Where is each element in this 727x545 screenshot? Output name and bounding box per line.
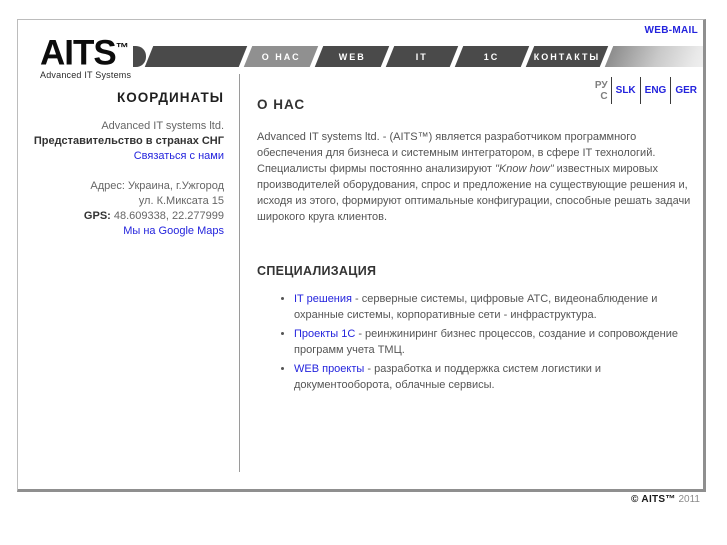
gps-label: GPS: — [83, 210, 111, 222]
company-name: Advanced IT systems ltd. — [101, 120, 224, 132]
intro-sentence-1: Advanced IT systems ltd. - (AITS™) является разработчиком программного обеспечения для бизнеса и системным интегратором, в сфере IT технологий. — [257, 131, 656, 159]
spacer — [26, 164, 224, 179]
gps-value: 48.609338, 22.277999 — [113, 210, 224, 222]
nav-tab-about-label: О НАС — [261, 51, 301, 62]
nav-cap-decoration — [133, 46, 146, 67]
sidebar-title: КООРДИНАТЫ — [116, 90, 224, 105]
copyright-text: © AITS™ — [631, 494, 676, 505]
language-link-eng[interactable]: ENG — [644, 85, 667, 96]
list-item — [294, 361, 697, 393]
list-item-text: - серверные системы, цифровые АТС, видеонаблюдение и охранные системы, корпоративные сети - инфраструктура. — [294, 293, 658, 321]
nav-tab-1c-label: 1С — [484, 51, 500, 62]
language-current: РУС — [594, 79, 608, 102]
list-item — [294, 291, 697, 323]
nav-tab-contacts[interactable] — [526, 46, 608, 67]
nav-tab-contacts-label: КОНТАКТЫ — [533, 51, 601, 62]
intro-paragraph — [257, 129, 701, 225]
content-columns — [18, 74, 703, 472]
language-link-slk[interactable]: SLK — [615, 85, 636, 96]
nav-tab-it[interactable] — [386, 46, 458, 67]
contact-us-link[interactable]: Связаться с нами — [133, 150, 224, 162]
list-item-text: - разработка и поддержка систем логистики и документооборота, облачные сервисы. — [294, 363, 602, 391]
it-solutions-link[interactable]: IT решения — [294, 293, 352, 305]
logo-subtitle: Advanced IT Systems — [40, 69, 132, 80]
nav-tab-about[interactable] — [244, 46, 318, 67]
nav-spacer — [145, 46, 247, 67]
list-item-text: - реинжиниринг бизнес процессов, создание и сопровождение программ учета ТМЦ. — [294, 328, 678, 356]
copyright-footer — [631, 494, 700, 505]
page-container — [17, 19, 706, 492]
intro-sentence-2-after: известных мировых производителей оборудования, спрос и предложение на существующие решения и, исходя из этого, формируют оптимальные конфигурации, способные решать задачи широкого круга клиентов. — [257, 163, 691, 223]
address-line-2: ул. К.Миксата 15 — [138, 195, 224, 207]
know-how-italic: "Know how" — [495, 163, 554, 175]
nav-tab-web[interactable] — [315, 46, 389, 67]
nav-tab-web-label: WEB — [338, 51, 366, 62]
nav-tab-it-label: IT — [416, 51, 428, 62]
gps-coordinates — [26, 209, 224, 224]
language-link-ger[interactable]: GER — [675, 85, 697, 96]
language-switcher — [593, 77, 701, 104]
main-content — [240, 74, 703, 472]
nav-tail-decoration — [605, 46, 706, 67]
page-title: О НАС — [257, 97, 306, 112]
representation-text: Представительство в странах СНГ — [33, 135, 224, 147]
copyright-year: 2011 — [678, 494, 700, 505]
address-line-1: Адрес: Украина, г.Ужгород — [90, 180, 224, 192]
web-projects-link[interactable]: WEB проекты — [294, 363, 365, 375]
google-maps-link[interactable]: Мы на Google Maps — [123, 225, 224, 237]
intro-sentence-2-before: Специалисты фирмы постоянно анализируют — [257, 163, 496, 175]
projects-1c-link[interactable]: Проекты 1С — [294, 328, 356, 340]
nav-tab-1c[interactable] — [455, 46, 529, 67]
sidebar-coordinates — [18, 74, 240, 472]
webmail-link[interactable]: WEB-MAIL — [644, 25, 698, 36]
specialization-title: СПЕЦИАЛИЗАЦИЯ — [257, 264, 377, 278]
trademark-symbol: ™ — [115, 40, 129, 55]
main-navigation — [133, 46, 703, 67]
logo-title: AITS™ — [40, 33, 129, 73]
list-item — [294, 326, 697, 358]
specialization-list — [257, 291, 697, 393]
